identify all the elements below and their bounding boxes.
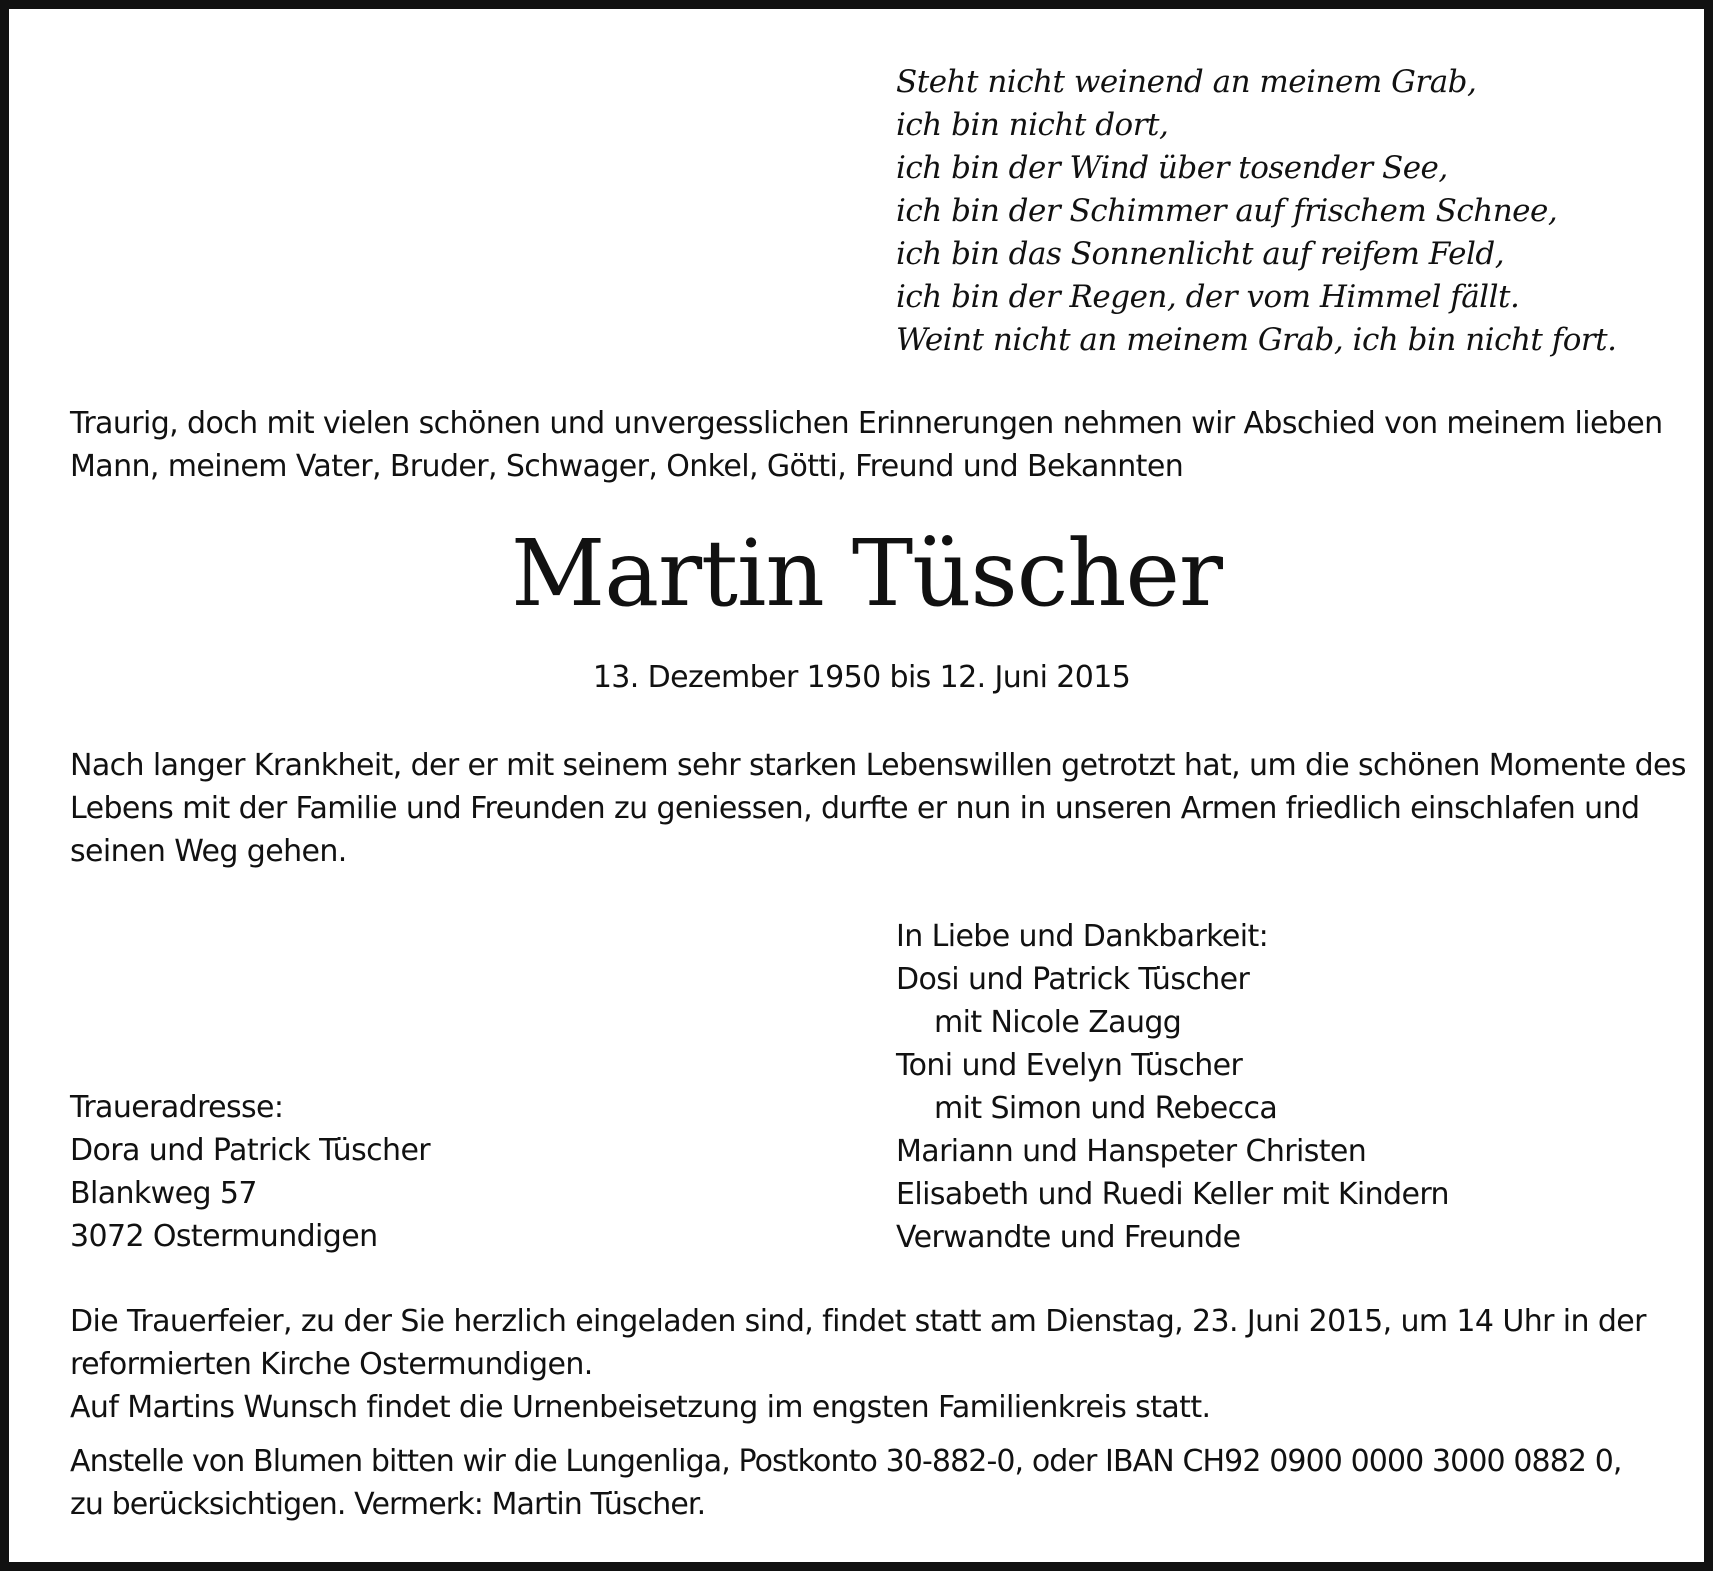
poem-line: ich bin der Regen, der vom Himmel fällt.: [896, 279, 1520, 315]
intro-text: [70, 402, 1670, 488]
life-dates: 13. Dezember 1950 bis 12. Juni 2015: [592, 660, 1131, 695]
donation-line: Anstelle von Blumen bitten wir die Lungenliga, Postkonto 30-882-0, oder IBAN CH92 0900 0000 3000 0882 0,: [70, 1444, 1622, 1479]
mourning-address: [70, 1086, 430, 1258]
mourner-line: Verwandte und Freunde: [896, 1220, 1241, 1255]
mourner-line: Toni und Evelyn Tüscher: [896, 1048, 1243, 1083]
address-line: 3072 Ostermundigen: [70, 1219, 378, 1254]
mourner-line: mit Nicole Zaugg: [934, 1005, 1182, 1040]
story-line: Lebens mit der Familie und Freunden zu geniessen, durfte er nun in unseren Armen friedlich einschlafen und: [70, 791, 1640, 826]
poem-line: ich bin der Wind über tosender See,: [896, 150, 1448, 186]
poem: [896, 61, 1617, 362]
address-line: Dora und Patrick Tüscher: [70, 1133, 431, 1168]
mourner-line: Mariann und Hanspeter Christen: [896, 1134, 1367, 1169]
story-line: seinen Weg gehen.: [70, 834, 347, 869]
intro-line: Mann, meinem Vater, Bruder, Schwager, Onkel, Götti, Freund und Bekannten: [70, 449, 1184, 484]
story-text: [70, 744, 1686, 873]
intro-line: Traurig, doch mit vielen schönen und unvergesslichen Erinnerungen nehmen wir Abschied von meinem lieben: [70, 406, 1663, 441]
ceremony-info: [70, 1300, 1646, 1429]
mourner-line: Dosi und Patrick Tüscher: [896, 962, 1250, 997]
poem-line: ich bin nicht dort,: [896, 107, 1169, 143]
poem-line: Weint nicht an meinem Grab, ich bin nicht fort.: [896, 322, 1617, 358]
poem-line: Steht nicht weinend an meinem Grab,: [896, 64, 1477, 100]
mourners-heading: In Liebe und Dankbarkeit:: [896, 919, 1269, 954]
ceremony-line: Auf Martins Wunsch findet die Urnenbeisetzung im engsten Familienkreis statt.: [70, 1390, 1211, 1425]
mourners-list: [896, 915, 1449, 1259]
ceremony-line: Die Trauerfeier, zu der Sie herzlich eingeladen sind, findet statt am Dienstag, 23. Juni 2015, um 14 Uhr in der: [70, 1304, 1646, 1339]
ceremony-line: reformierten Kirche Ostermundigen.: [70, 1347, 593, 1382]
address-label: Traueradresse:: [70, 1090, 284, 1125]
mourner-line: mit Simon und Rebecca: [934, 1091, 1278, 1126]
donation-line: zu berücksichtigen. Vermerk: Martin Tüscher.: [70, 1487, 706, 1522]
deceased-name: Martin Tüscher: [511, 520, 1222, 627]
poem-line: ich bin der Schimmer auf frischem Schnee,: [896, 193, 1558, 229]
address-line: Blankweg 57: [70, 1176, 257, 1211]
poem-line: ich bin das Sonnenlicht auf reifem Feld,: [896, 236, 1505, 272]
mourner-line: Elisabeth und Ruedi Keller mit Kindern: [896, 1177, 1449, 1212]
donation-info: [70, 1440, 1622, 1526]
story-line: Nach langer Krankheit, der er mit seinem sehr starken Lebenswillen getrotzt hat, um die schönen Momente des: [70, 748, 1686, 783]
